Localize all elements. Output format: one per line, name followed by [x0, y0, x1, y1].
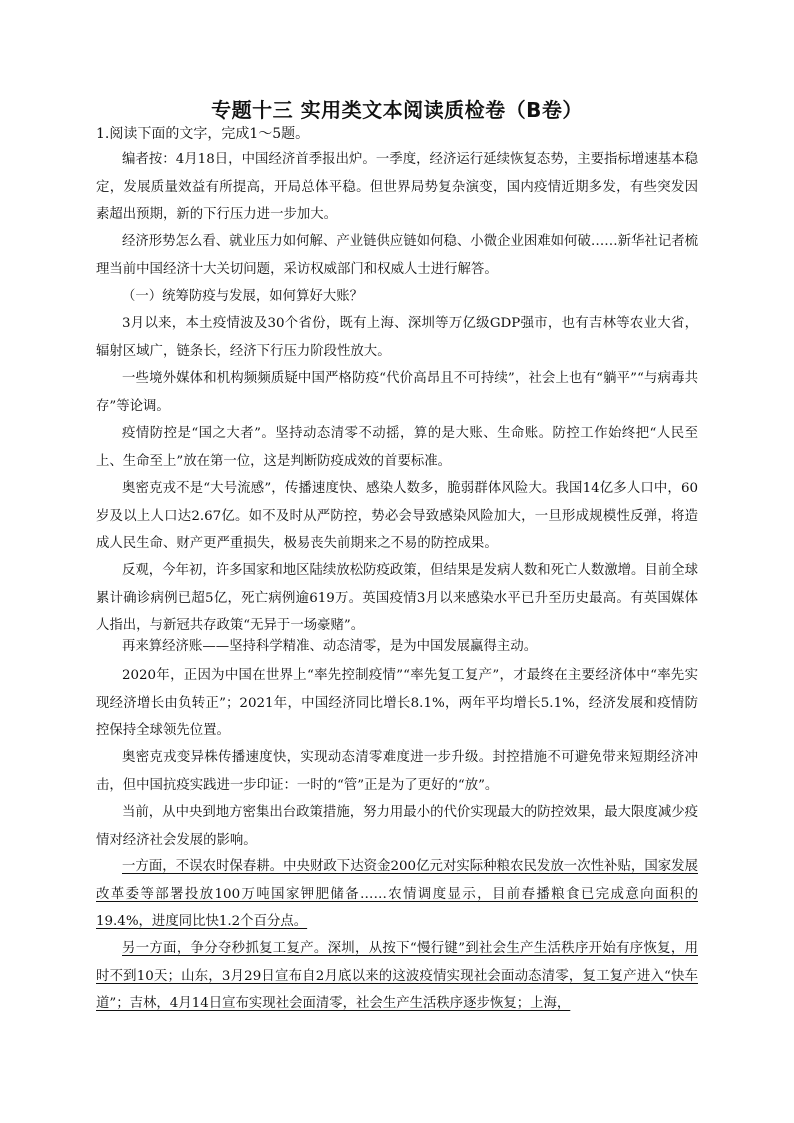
body-paragraph: 一些境外媒体和机构频频质疑中国严格防疫“代价高昂且不可持续”，社会上也有“躺平”“与病毒共存”等论调。	[96, 371, 698, 414]
body-paragraph: 2020年，正因为中国在世界上“率先控制疫情”“率先复工复产”，才最终在主要经济体中“率先实现经济增长由负转正”；2021年，中国经济同比增长8.1%，两年平均增长5.1%，经济发展和疫情防控保持全球领先位置。	[96, 668, 698, 738]
body-paragraph: 反观，今年初，许多国家和地区陆续放松防疫政策，但结果是发病人数和死亡人数激增。目前全球累计确诊病例已超5亿，死亡病例逾619万。英国疫情3月以来感染水平已升至历史最高。有英国媒体人指出，与新冠共存政策“无异于一场豪赌”。	[96, 563, 698, 633]
body-paragraph: 当前，从中央到地方密集出台政策措施，努力用最小的代价实现最大的防控效果，最大限度减少疫情对经济社会发展的影响。	[96, 805, 698, 848]
editor-note-paragraph: 编者按：4月18日，中国经济首季报出炉。一季度，经济运行延续恢复态势，主要指标增速基本稳定，发展质量效益有所提高，开局总体平稳。但世界局势复杂演变，国内疫情近期多发，有些突发因素超出预期，新的下行压力进一步加大。	[96, 152, 698, 222]
body-paragraph: 奥密克戎变异株传播速度快，实现动态清零难度进一步升级。封控措施不可避免带来短期经济冲击，但中国抗疫实践进一步印证：一时的“管”正是为了更好的“放”。	[96, 750, 698, 793]
body-paragraph: 奥密克戎不是“大号流感”，传播速度快、感染人数多，脆弱群体风险大。我国14亿多人口中，60岁及以上人口达2.67亿。如不及时从严防控，势必会导致感染风险加大，一旦形成规模性反弹，将造成人民生命、财产更严重损失，极易丧失前期来之不易的防控成果。	[96, 481, 698, 551]
body-paragraph: 再来算经济账——坚持科学精准、动态清零，是为中国发展赢得主动。	[122, 639, 538, 654]
body-paragraph: 3月以来，本土疫情波及30个省份，既有上海、深圳等万亿级GDP强市，也有吉林等农业大省，辐射区域广，链条长，经济下行压力阶段性放大。	[96, 316, 698, 359]
body-paragraph: 疫情防控是“国之大者”。坚持动态清零不动摇，算的是大账、生命账。防控工作始终把“人民至上、生命至上”放在第一位，这是判断防疫成效的首要标准。	[96, 426, 698, 469]
intro-paragraph: 经济形势怎么看、就业压力如何解、产业链供应链如何稳、小微企业困难如何破……新华社记者梳理当前中国经济十大关切问题，采访权威部门和权威人士进行解答。	[96, 234, 698, 277]
question-instruction: 1.阅读下面的文字，完成1～5题。	[96, 126, 310, 142]
section-heading: （一）统筹防疫与发展，如何算好大账？	[122, 289, 364, 304]
underlined-paragraph: 一方面，不误农时保春耕。中央财政下达资金200亿元对实际种粮农民发放一次性补贴，国家发展改革委等部署投放100万吨国家钾肥储备……农情调度显示，目前春播粮食已完成意向面积的19.4%，进度同比快1.2个百分点。	[96, 859, 698, 929]
underlined-paragraph: 另一方面，争分夺秒抓复工复产。深圳，从按下“慢行键”到社会生产生活秩序开始有序恢复，用时不到10天；山东，3月29日宣布自2月底以来的这波疫情实现社会面动态清零，复工复产进入“快车道”；吉林，4月14日宣布实现社会面清零，社会生产生活秩序逐步恢复；上海，	[96, 941, 698, 1011]
page-title: 专题十三 实用类文本阅读质检卷（B卷）	[211, 98, 583, 122]
